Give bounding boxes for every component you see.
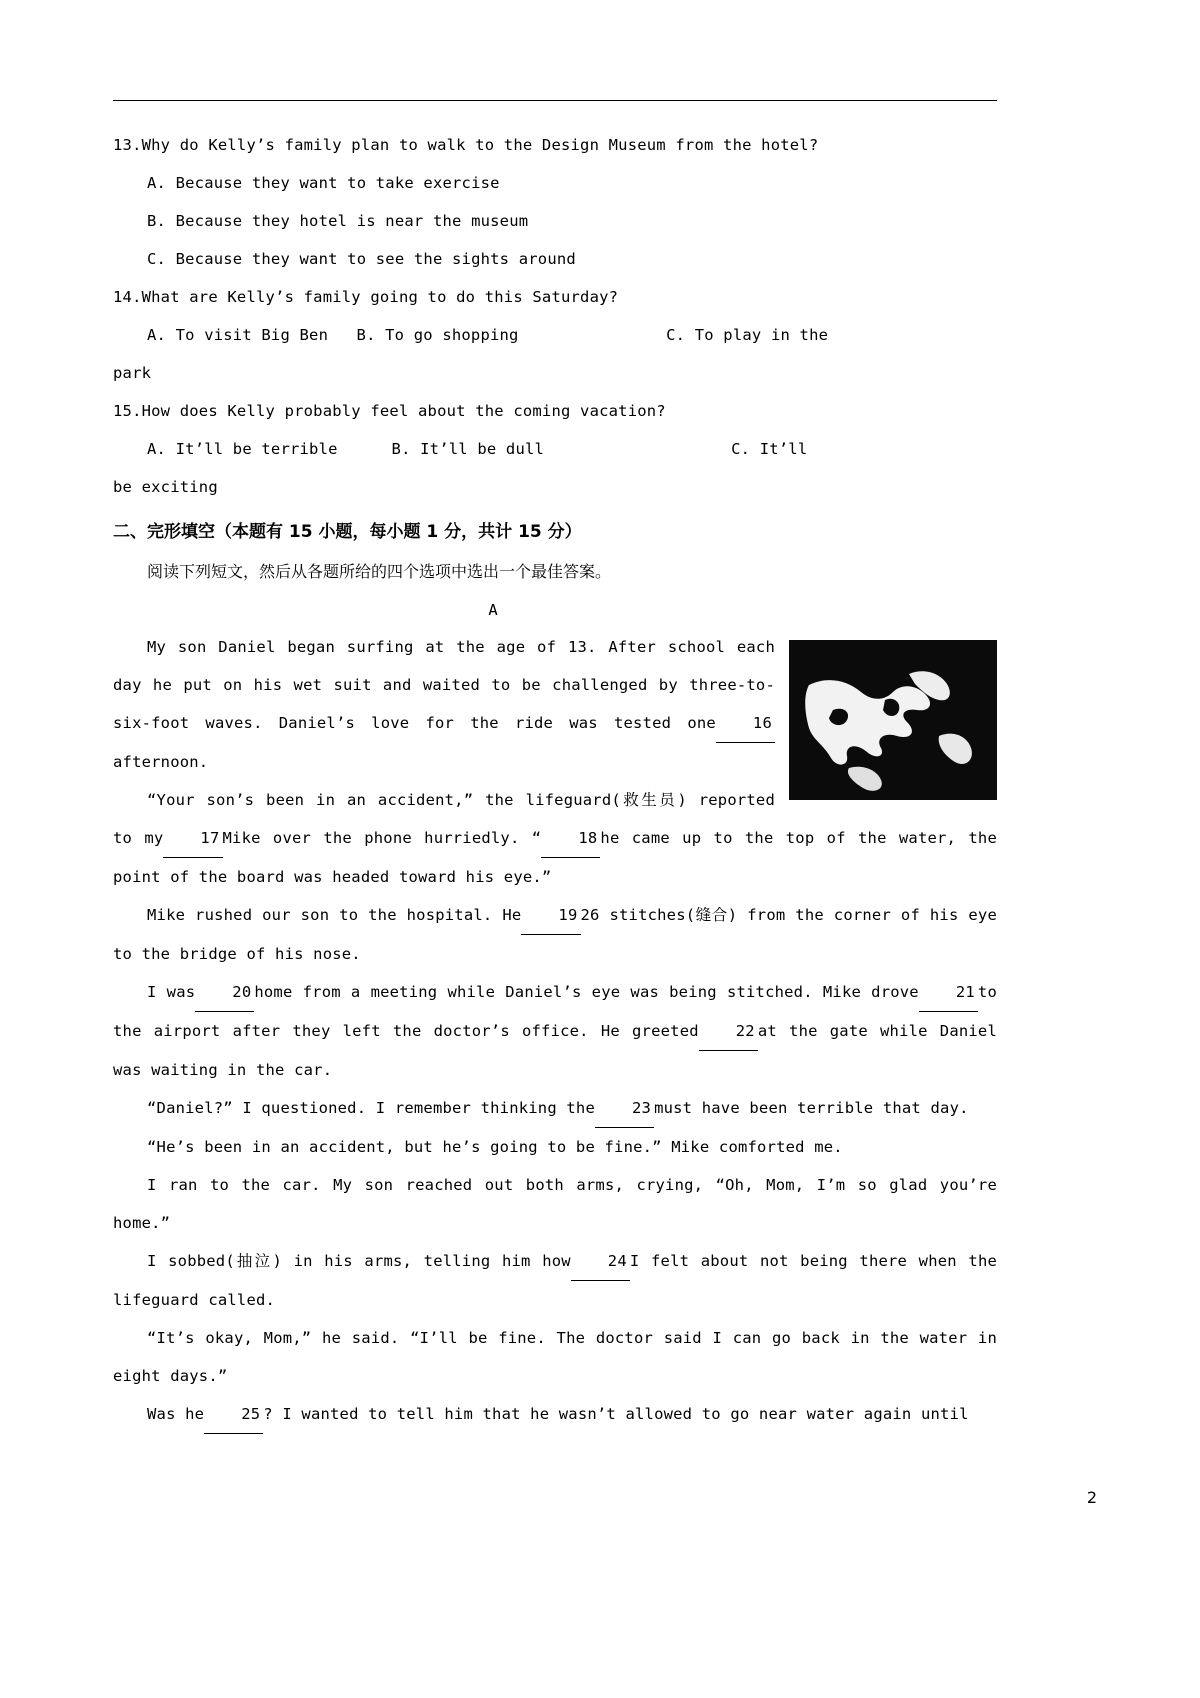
question-15-option-c[interactable]: C. It’ll bbox=[731, 440, 808, 458]
blank-21[interactable]: 21 bbox=[919, 973, 978, 1012]
blank-19[interactable]: 19 bbox=[521, 896, 580, 935]
question-15-stem: 15.How does Kelly probably feel about the coming vacation? bbox=[113, 402, 666, 420]
p3-text-b: 26 stitches(缝合) from the corner of his eye to the bridge of his nose. bbox=[113, 906, 997, 963]
passage-paragraph-3 bbox=[113, 896, 997, 973]
p2-text-c: he came up to the top of the water, the point of the board was headed toward his eye.” bbox=[113, 829, 997, 886]
passage-label-a: A bbox=[488, 601, 498, 619]
p1-text-b: afternoon. bbox=[113, 753, 209, 771]
question-13-stem: 13.Why do Kelly’s family plan to walk to the Design Museum from the hotel? bbox=[113, 136, 819, 154]
question-13-option-a[interactable]: A. Because they want to take exercise bbox=[147, 174, 500, 192]
question-14-option-c[interactable]: C. To play in the bbox=[666, 326, 829, 344]
blank-18[interactable]: 18 bbox=[541, 819, 600, 858]
p8-text-b: I felt about not being there when the lifeguard called. bbox=[113, 1252, 997, 1309]
page-number: 2 bbox=[1086, 1488, 1097, 1507]
blank-25[interactable]: 25 bbox=[204, 1395, 263, 1434]
p8-text-a: I sobbed(抽泣) in his arms, telling him how bbox=[147, 1252, 571, 1270]
p5-text-b: must have been terrible that day. bbox=[654, 1099, 969, 1117]
blank-17[interactable]: 17 bbox=[163, 819, 222, 858]
passage-paragraph-10 bbox=[113, 1395, 997, 1434]
section-2-title: 二、完形填空（本题有 15 小题，每小题 1 分，共计 15 分） bbox=[113, 522, 582, 542]
question-15-options bbox=[113, 430, 997, 468]
p2-text-b: Mike over the phone hurriedly. “ bbox=[222, 829, 542, 847]
passage-paragraph-6: “He’s been in an accident, but he’s going to be fine.” Mike comforted me. bbox=[147, 1138, 843, 1156]
p1-text-a: My son Daniel began surfing at the age of 13. After school each day he put on his wet suit and waited to be challenged by three-to-six-foot waves. Daniel’s love for the ride was tested one bbox=[113, 638, 775, 732]
p3-text-a: Mike rushed our son to the hospital. He bbox=[147, 906, 522, 924]
question-15-option-a[interactable]: A. It’ll be terrible bbox=[147, 440, 338, 458]
p2-text-a: “Your son’s been in an accident,” the lifeguard(救生员) reported to my bbox=[113, 791, 775, 847]
question-15-option-b[interactable]: B. It’ll be dull bbox=[391, 440, 545, 458]
passage-paragraph-4 bbox=[113, 973, 997, 1089]
question-14-options bbox=[113, 316, 997, 354]
p4-text-a: I was bbox=[147, 983, 196, 1001]
question-14-option-b[interactable]: B. To go shopping bbox=[356, 326, 519, 344]
passage-paragraph-8 bbox=[113, 1242, 997, 1319]
question-13-option-c[interactable]: C. Because they want to see the sights around bbox=[147, 250, 576, 268]
passage-paragraph-7: I ran to the car. My son reached out both arms, crying, “Oh, Mom, I’m so glad you’re home.” bbox=[113, 1176, 997, 1232]
p4-text-c: to the airport after they left the doctor’s office. He greeted bbox=[113, 983, 997, 1040]
p10-text-a: Was he bbox=[147, 1405, 205, 1423]
question-13-option-b[interactable]: B. Because they hotel is near the museum bbox=[147, 212, 529, 230]
p4-text-b: home from a meeting while Daniel’s eye was being stitched. Mike drove bbox=[254, 983, 919, 1001]
blank-20[interactable]: 20 bbox=[195, 973, 254, 1012]
header-divider bbox=[113, 100, 997, 101]
blank-24[interactable]: 24 bbox=[571, 1242, 630, 1281]
p5-text-a: “Daniel?” I questioned. I remember thinking the bbox=[147, 1099, 595, 1117]
blank-16[interactable]: 16 bbox=[716, 704, 775, 743]
section-2-instruction: 阅读下列短文，然后从各题所给的四个选项中选出一个最佳答案。 bbox=[147, 562, 612, 581]
question-14-stem: 14.What are Kelly’s family going to do this Saturday? bbox=[113, 288, 619, 306]
passage-body bbox=[113, 628, 997, 1434]
passage-paragraph-5 bbox=[113, 1089, 997, 1128]
surfer-photo bbox=[789, 640, 997, 800]
passage-paragraph-9: “It’s okay, Mom,” he said. “I’ll be fine. The doctor said I can go back in the water in eight days.” bbox=[113, 1329, 997, 1385]
question-15-option-c-cont: be exciting bbox=[113, 478, 218, 496]
blank-23[interactable]: 23 bbox=[595, 1089, 654, 1128]
p10-text-b: ? I wanted to tell him that he wasn’t allowed to go near water again until bbox=[263, 1405, 969, 1423]
blank-22[interactable]: 22 bbox=[699, 1012, 758, 1051]
question-14-option-c-cont: park bbox=[113, 364, 152, 382]
question-14-option-a[interactable]: A. To visit Big Ben bbox=[147, 326, 329, 344]
page-content bbox=[113, 126, 997, 1434]
p4-text-d: at the gate while Daniel was waiting in the car. bbox=[113, 1022, 997, 1079]
